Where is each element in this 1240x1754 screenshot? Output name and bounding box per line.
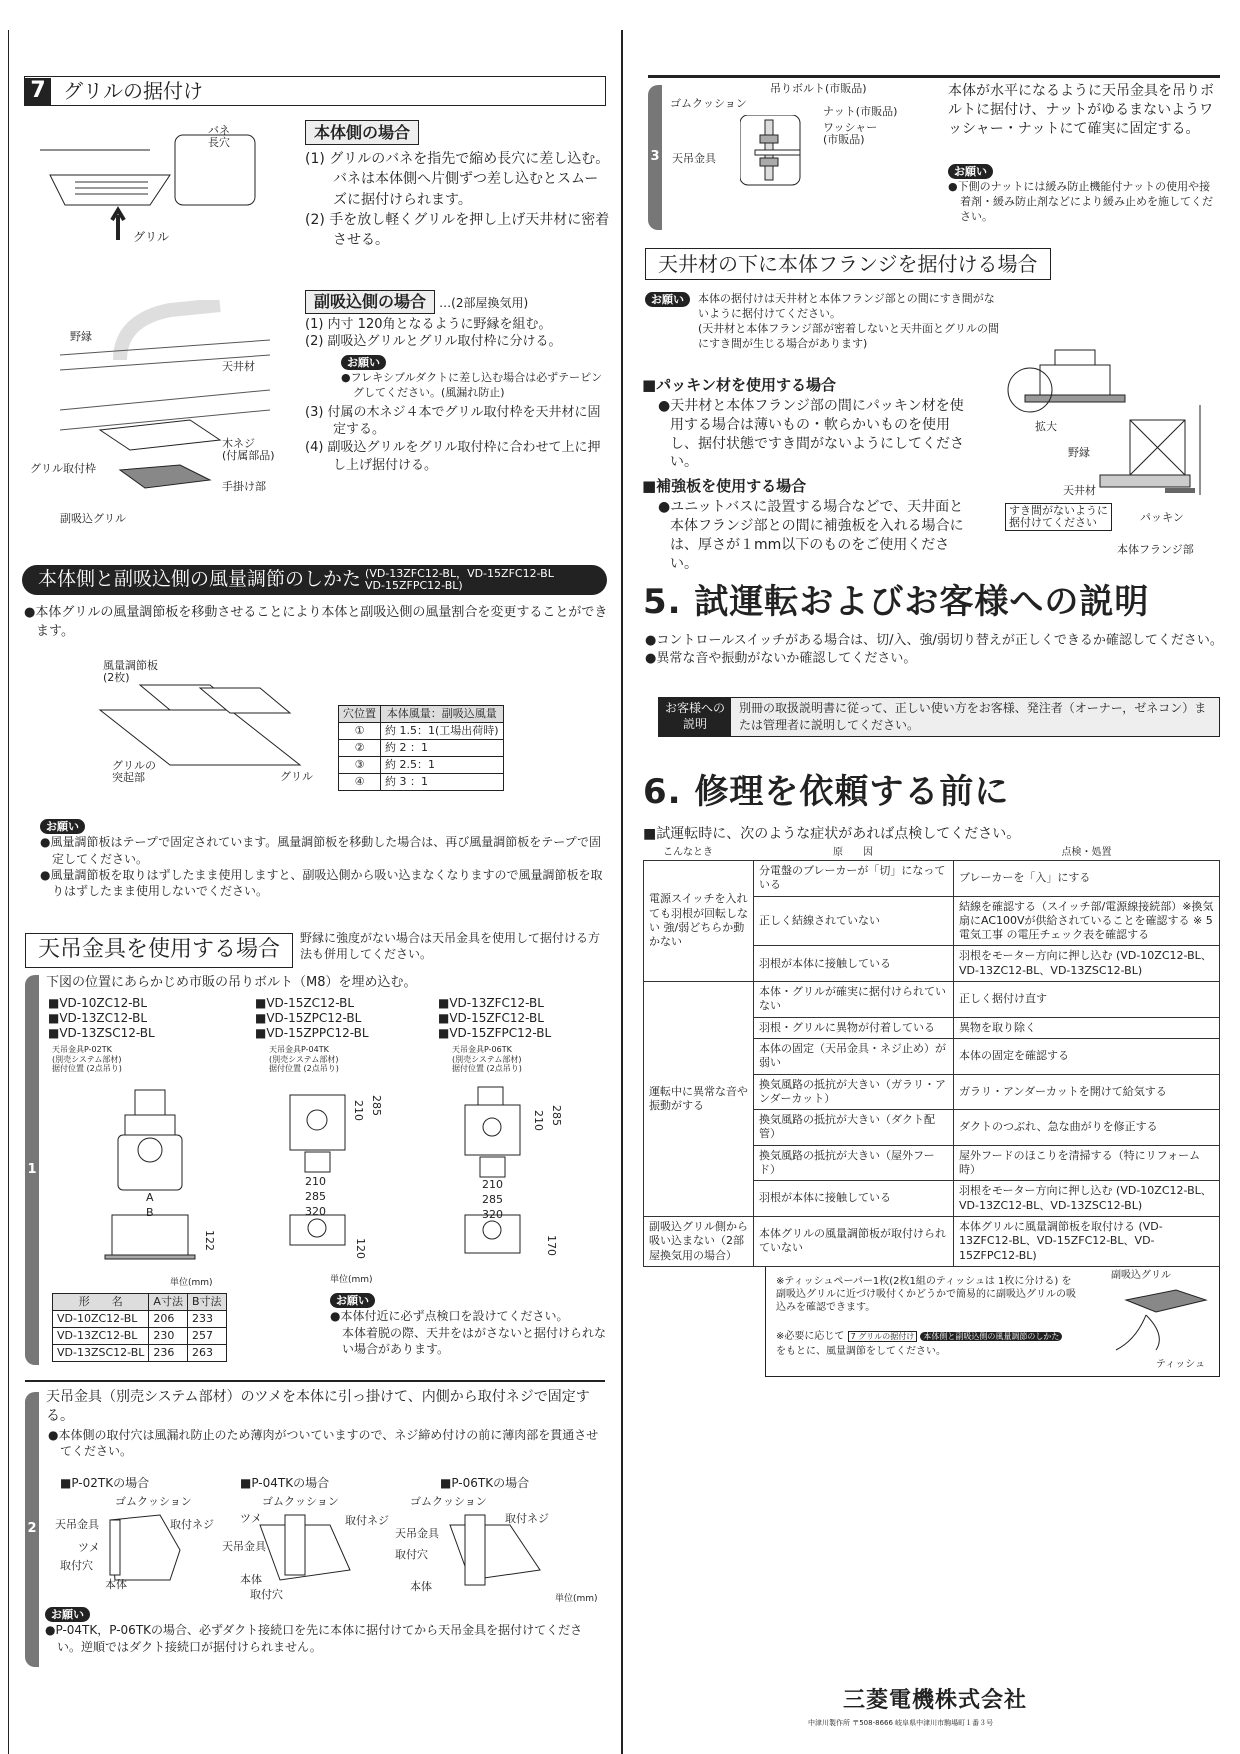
- label: 天井材: [222, 360, 255, 373]
- label: グリルの 突起部: [112, 759, 156, 785]
- label: ツメ: [78, 1541, 100, 1554]
- divider: [648, 75, 1220, 78]
- step-3-request: [948, 164, 1220, 224]
- troubleshooting-table: [643, 860, 1220, 1267]
- request-text: 本体の据付けは天井材と本体フランジ部との間にすき間がないように据付けてください。: [698, 292, 995, 320]
- troubleshooting-section: [643, 846, 1220, 1377]
- section-5-bullets: [645, 632, 1225, 667]
- dim-label: 210: [482, 1178, 503, 1191]
- column-divider: [621, 30, 623, 1754]
- packing-text: ●天井材と本体フランジ部の間にパッキン材を使用する場合は薄いもの・軟らかいものを使用し、据付状態ですき間がないようにしてください。: [658, 397, 964, 471]
- flange-request: [645, 292, 1005, 351]
- main-side-heading: 本体側の場合: [305, 120, 419, 145]
- request-text: (天井材と本体フランジ部が密着しないと天井面とグリルの間にすき間が生じる場合があります): [698, 321, 1000, 350]
- label: ゴムクッション: [670, 97, 747, 110]
- dimension-table: 形 名 A寸法 B寸法 VD-10ZC12-BL 206 233 VD-13ZC12-BL 230 257 VD-13ZSC12-BL 236 263: [52, 1293, 227, 1362]
- hanger-description: 野縁に強度がない場合は天吊金具を使用して据付ける方法も併用してください。: [300, 931, 601, 961]
- step-text: (3) 付属の木ネジ４本でグリル取付枠を天井材に固定する。: [305, 404, 601, 438]
- step-1-text: 下図の位置にあらかじめ市販の吊りボルト（M8）を埋め込む。: [46, 975, 417, 990]
- label: 手掛け部: [222, 480, 266, 493]
- section-number: 7: [25, 78, 51, 105]
- label: 風量調節板 (2枚): [103, 659, 158, 685]
- table-row: 本体の固定（天吊金具・ネジ止め）が弱い 本体の固定を確認する: [644, 1038, 1220, 1074]
- dim-label: 120: [354, 1238, 368, 1259]
- company-name: 三菱電機株式会社: [843, 1688, 1028, 1713]
- label: 天吊金具: [222, 1540, 266, 1553]
- label: 野縁: [70, 330, 92, 343]
- divider: [25, 1380, 605, 1382]
- unit-label: 単位(mm): [330, 1275, 373, 1285]
- request-badge: お願い: [40, 819, 85, 834]
- table-row: 羽根・グリルに異物が付着している 異物を取り除く: [644, 1017, 1220, 1038]
- step-2-title: 天吊金具（別売システム部材）のツメを本体に引っ掛けて、内側から取付ネジで固定する。: [46, 1389, 590, 1424]
- step-number: 3: [650, 149, 660, 165]
- dim-label: 122: [203, 1230, 217, 1251]
- request-text: ●下側のナットには緩み防止機能付ナットの使用や接着剤・緩み防止剤などにより緩み止めを施してください。: [948, 179, 1213, 223]
- case-title: ■P-06TKの場合: [440, 1476, 530, 1490]
- dim-label: 210: [532, 1110, 546, 1131]
- packing-block: [642, 375, 977, 574]
- model-group-1: ■VD-10ZC12-BL ■VD-13ZC12-BL ■VD-13ZSC12-BL 天吊金具P-02TK (別売システム部材) 据付位置 (2点吊り): [48, 996, 155, 1074]
- packing-title: ■パッキン材を使用する場合: [642, 376, 837, 394]
- label: グリル: [280, 770, 313, 783]
- dim-label: 285: [550, 1105, 564, 1126]
- request-text: ●風量調節板はテープで固定されています。風量調節板を移動した場合は、再び風量調節板をテープで固定してください。: [40, 835, 602, 866]
- customer-explanation-box: [658, 697, 1220, 737]
- label: 野縁: [1068, 446, 1090, 459]
- label: 本体フランジ部: [1117, 543, 1194, 556]
- label: 吊りボルト(市販品): [770, 82, 867, 95]
- grille-label: グリル: [133, 230, 170, 244]
- reinforcement-text: ●ユニットバスに設置する場合などで、天井面と本体フランジ部との間に補強板を入れる場合には、厚さが１mm以下のものをご使用ください。: [658, 499, 964, 572]
- dim-label: 210: [305, 1175, 326, 1188]
- fan-dimension-drawing-1: [100, 1085, 200, 1270]
- section-6-intro: ■試運転時に、次のような症状があれば点検してください。: [643, 826, 1021, 842]
- dim-label: 320: [305, 1205, 326, 1218]
- label: 取付穴: [60, 1559, 93, 1572]
- label: 本体: [410, 1580, 432, 1593]
- label: グリル取付枠: [30, 462, 96, 475]
- dim-label: B: [146, 1206, 154, 1219]
- label: 取付ネジ: [505, 1512, 549, 1525]
- sub-side-heading: 副吸込側の場合: [305, 290, 435, 314]
- company-address: 中津川製作所 〒508-8666 岐阜県中津川市駒場町１番３号: [808, 1719, 994, 1727]
- step-2-request: [45, 1606, 605, 1655]
- airflow-request: [40, 818, 605, 899]
- table-row: 羽根が本体に接触している 羽根をモーター方向に押し込む (VD-10ZC12-BL、VD-13ZC12-BL、VD-13ZSC12-BL): [644, 946, 1220, 982]
- tip-text: ※ティッシュペーパー1枚(2枚1組のティッシュは 1枚に分ける) を副吸込グリルに近づけ吸付くかどうかで簡易的に副吸込グリルの吸込みを確認できます。: [776, 1275, 1076, 1313]
- section-7-header: [24, 76, 606, 106]
- label: 天吊金具: [55, 1518, 99, 1531]
- label: 天吊金具: [672, 152, 716, 165]
- table-row: 羽根が本体に接触している 羽根をモーター方向に押し込む (VD-10ZC12-BL、VD-13ZC12-BL、VD-13ZSC12-BL): [644, 1181, 1220, 1217]
- request-badge: お願い: [948, 164, 993, 179]
- dim-label: A: [146, 1191, 154, 1204]
- troubleshoot-headers: こんなとき 原 因 点検・処置: [663, 847, 1112, 858]
- label: 天井材: [1063, 484, 1096, 497]
- airflow-title: 本体側と副吸込側の風量調節のしかた: [38, 568, 362, 591]
- check-item: ●異常な音や振動がないか確認してください。: [645, 650, 917, 666]
- box-label: お客様への 説明: [659, 698, 731, 736]
- dim-label: 285: [482, 1193, 503, 1206]
- step-2-note: ●本体側の取付穴は風漏れ防止のため薄肉がついていますので、ネジ締め付けの前に薄肉部を貫通させてください。: [48, 1428, 599, 1458]
- dim-label: 210: [352, 1100, 366, 1121]
- label: 拡大: [1035, 420, 1057, 433]
- label: 取付穴: [250, 1588, 283, 1601]
- bolt-detail-diagram: [740, 115, 810, 190]
- section-6-title: 6. 修理を依頼する前に: [643, 772, 1010, 812]
- airflow-header: 本体側と副吸込側の風量調節のしかた (VD-13ZFC12-BL，VD-15ZFC12-BL VD-15ZFPC12-BL): [22, 565, 607, 595]
- tissue-tip-box: [765, 1267, 1220, 1377]
- airflow-ratio-table: 穴位置 本体風量：副吸込風量 ① 約 1.5：1(工場出荷時) ② 約 2 ：1 ③ 約 2.5：1 ④ 約 3 ：1: [338, 705, 504, 791]
- table-row: 運転中に異常な音や振動がする 本体・グリルが確実に据付けられていない 正しく据付け直す: [644, 982, 1220, 1018]
- label: 取付ネジ: [170, 1518, 214, 1531]
- request-text: ●本体付近に必ず点検口を設けてください。: [330, 1309, 569, 1324]
- page-border: [8, 30, 9, 1754]
- request-text: ●P-04TK，P-06TKの場合、必ずダクト接続口を先に本体に据付けてから天吊金具を据付けてください。逆順ではダクト接続口が据付けられません。: [45, 1623, 583, 1654]
- step-text: (2) 手を放し軽くグリルを押し上げ天井材に密着させる。: [305, 212, 610, 249]
- dim-label: 320: [482, 1208, 503, 1221]
- case-title: ■P-02TKの場合: [60, 1476, 150, 1490]
- section-7-reference: 7 グリルの据付け: [848, 1331, 918, 1342]
- label: ツメ: [240, 1512, 262, 1525]
- label: ワッシャー (市販品): [823, 121, 878, 147]
- label: 副吸込グリル: [1111, 1269, 1171, 1281]
- request-text: 本体着脱の際、天井をはがさないと据付けられない場合があります。: [342, 1325, 607, 1356]
- flange-heading: 天井材の下に本体フランジを据付ける場合: [645, 248, 1051, 280]
- label: 本体: [105, 1578, 127, 1591]
- label: 取付穴: [395, 1548, 428, 1561]
- label: ティッシュ: [1156, 1358, 1205, 1370]
- gap-callout: すき間がないように 据付けてください: [1005, 503, 1112, 531]
- section-5-title: 5. 試運転およびお客様への説明: [643, 582, 1150, 622]
- step-text: (4) 副吸込グリルをグリル取付枠に合わせて上に押し上げ据付ける。: [305, 440, 601, 473]
- table-row: 換気風路の抵抗が大きい（ダクト配管） ダクトのつぶれ、急な曲がりを修正する: [644, 1110, 1220, 1146]
- label: 副吸込グリル: [60, 512, 126, 525]
- dim-label: 170: [545, 1235, 559, 1256]
- case-title: ■P-04TKの場合: [240, 1476, 330, 1490]
- sub-side-block: [305, 290, 610, 474]
- label: ゴムクッション: [410, 1495, 487, 1508]
- step-text: (1) 内寸 120角となるように野縁を組む。: [305, 316, 552, 332]
- box-text: 別冊の取扱説明書に従って、正しい使い方をお客様、発注者（オーナー，ゼネコン）または管理者に説明してください。: [739, 701, 1207, 732]
- section-title: グリルの据付け: [63, 78, 203, 103]
- unit-label: 単位(mm): [555, 1594, 598, 1604]
- note: …(2部屋換気用): [439, 296, 529, 310]
- fan-dimension-drawing-3: [460, 1085, 540, 1260]
- step-2-marker: [25, 1392, 39, 1667]
- step-text: (2) 副吸込グリルとグリル取付枠に分ける。: [305, 334, 562, 350]
- step-3-marker: [648, 85, 662, 230]
- hanger-heading: 天吊金具を使用する場合: [25, 933, 293, 968]
- label: 取付ネジ: [345, 1514, 389, 1527]
- label: パッキン: [1140, 511, 1184, 524]
- label: ゴムクッション: [115, 1495, 192, 1508]
- request-badge: お願い: [645, 292, 690, 307]
- label: ゴムクッション: [262, 1495, 339, 1508]
- table-row: 換気風路の抵抗が大きい（屋外フード） 屋外フードのほこりを清掃する（特にリフォーム時）: [644, 1145, 1220, 1181]
- request-badge: お願い: [45, 1607, 90, 1622]
- table-row: 副吸込グリル側から吸い込まない（2部屋換気用の場合） 本体グリルの風量調節板が取付けられていない 本体グリルに風量調節板を取付ける (VD-13ZFC12-BL、VD-15ZFC12-BL、VD-15ZFPC12-BL): [644, 1216, 1220, 1266]
- unit-label: 単位(mm): [170, 1278, 213, 1288]
- dim-label: 285: [370, 1095, 384, 1116]
- reinforcement-title: ■補強板を使用する場合: [642, 477, 807, 496]
- request-badge: お願い: [330, 1293, 375, 1308]
- request-text: ●フレキシブルダクトに差し込む場合は必ずテーピングしてください。(風漏れ防止): [341, 371, 603, 400]
- label: 本体: [240, 1573, 262, 1586]
- step-number: 1: [27, 1161, 37, 1177]
- spring-label: バネ 長穴: [208, 124, 230, 150]
- step-3-text: 本体が水平になるように天吊金具を吊りボルトに据付け、ナットがゆるまないようワッシャー・ナットにて確実に固定する。: [948, 83, 1214, 137]
- request-text: ●風量調節板を取りはずしたまま使用しますと、副吸込側から吸い込まなくなりますので風量調節板を取りはずしたまま使用しないでください。: [40, 867, 603, 898]
- model-group-2: ■VD-15ZC12-BL ■VD-15ZPC12-BL ■VD-15ZPPC12-BL 天吊金具P-04TK (別売システム部材) 据付位置 (2点吊り): [255, 996, 369, 1074]
- request-badge: お願い: [341, 355, 386, 370]
- label: 木ネジ (付属部品): [222, 437, 275, 463]
- tissue-test-diagram: [1106, 1285, 1216, 1355]
- table-row: 正しく結線されていない 結線を確認する（スイッチ部/電源線接続部）※換気扇にAC100Vが供給されていることを確認する ※ 5 電気工事 の電圧チェック表を確認する: [644, 896, 1220, 946]
- label: ナット(市販品): [823, 105, 898, 118]
- tip-reference: ※必要に応じて 7 グリルの据付け 本体側と副吸込側の風量調節のしかた をもとに、風量調節をしてください。: [776, 1329, 1106, 1359]
- hanger-request: [330, 1292, 608, 1357]
- model-group-3: ■VD-13ZFC12-BL ■VD-15ZFC12-BL ■VD-15ZFPC12-BL 天吊金具P-06TK (別売システム部材) 据付位置 (2点吊り): [438, 996, 552, 1074]
- airflow-description: ●本体グリルの風量調節板を移動させることにより本体と副吸込側の風量割合を変更することができます。: [24, 605, 608, 639]
- airflow-reference: 本体側と副吸込側の風量調節のしかた: [920, 1332, 1062, 1341]
- table-row: 電源スイッチを入れても羽根が回転しない 強/弱どちらか動かない 分電盤のブレーカーが「切」になっている ブレーカーを「入」にする: [644, 861, 1220, 897]
- step-text: (1) グリルのバネを指先で縮め長穴に差し込む。: [305, 151, 610, 168]
- label: 天吊金具: [395, 1527, 439, 1540]
- check-item: ●コントロールスイッチがある場合は、切/入、強/弱切り替えが正しくできるか確認してください。: [645, 633, 1223, 648]
- step-text: バネは本体側へ片側ずつ差し込むとスムーズに据付けられます。: [333, 171, 599, 208]
- step-1-marker: [25, 975, 39, 1365]
- table-row: 換気風路の抵抗が大きい（ガラリ・アンダーカット） ガラリ・アンダーカットを開けて給気する: [644, 1074, 1220, 1110]
- dim-label: 285: [305, 1190, 326, 1203]
- step-number: 2: [27, 1521, 37, 1537]
- main-side-block: [305, 120, 610, 251]
